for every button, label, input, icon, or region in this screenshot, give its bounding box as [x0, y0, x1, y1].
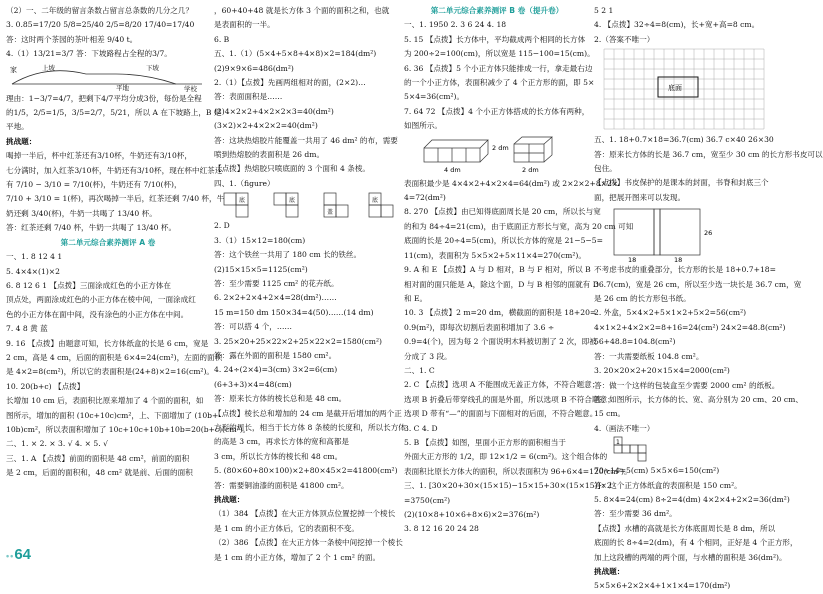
text-line: 2. D	[214, 221, 230, 231]
dim-label: 2 dm	[492, 143, 509, 152]
text-line: 答：露在外面的面积是 1580 cm²。	[214, 350, 337, 360]
text-line: 10. 3 【点拨】2 m=20 dm，横截面的面积是 18+20=	[404, 308, 597, 318]
text-line: 的1/5，2/5=1/5，3/5=2/7，5/21，所以 A 在下坡路上，B 是	[6, 108, 222, 118]
text-line: 【点拨】热熔胶只喷底面的 3 个面和 4 条棱。	[214, 164, 371, 174]
text-line: 5. 8×4=24(cm) 8÷2=4(dm) 4×2×4+2×2=36(dm²)	[594, 494, 790, 504]
text-line: 5×5×6+2×2×4+1×1×4=170(dm²)	[594, 581, 731, 591]
route-diagram	[6, 62, 210, 92]
text-line: (2)(10×8+10×6+8×6)×2=376(m²)	[404, 510, 540, 519]
text-line: 15 m=150 dm 150×34=4(50)……(14 dm)	[214, 307, 374, 317]
label-flat: 平地	[116, 83, 129, 92]
text-line: 的和为 84÷4=21(cm)，由于底面正方形长与宽，高为 20 cm 可知	[404, 221, 634, 231]
text-line: 4×1×2+4×2×2=8+16=24(cm²) 24×2=48.8(cm²)	[594, 322, 786, 332]
cube-net-figure	[594, 436, 794, 464]
label-home: 家	[10, 65, 17, 74]
text-line: 表面积比原长方体大的面积，所以表面积为 96+6×4=120(cm²)。	[404, 466, 632, 476]
text-line: (3×2)×2+4×2×2=40(dm²)	[214, 121, 318, 131]
label-uphill: 上坡	[42, 63, 55, 72]
stamp-label: 底面	[668, 84, 682, 93]
text-line: =3750(cm²)	[404, 495, 451, 505]
page-number-text: 64	[14, 546, 31, 563]
text-line: 答：如图所示，长方体的长、宽、高分别为 20 cm、20 cm、	[594, 394, 803, 404]
text-line: 答：做一个这样的包装盒至少需要 2000 cm² 的纸板。	[594, 380, 780, 390]
text-line: 不考虑书皮的重叠部分，长方形的长是 18+0.7+18=	[594, 265, 776, 275]
text-line: 如图所示。	[404, 121, 442, 131]
text-line: 10b)cm²，所以表面积增加了 10c+10c+10b+10b=20(b+c)(cm²)。	[6, 424, 251, 434]
net-label-d: 底	[372, 197, 379, 205]
text-line: 4.（画法不唯一）	[594, 423, 655, 433]
net-figure	[214, 191, 400, 219]
cube-net-label: 1	[616, 439, 620, 447]
text-line: 平地。	[6, 122, 29, 132]
text-line: 和 E。	[404, 293, 428, 303]
text-line: 6. 8 12 6 1 【点拨】三面涂成红色的小正方体在	[6, 280, 171, 290]
text-line: 5 2 1	[594, 6, 614, 15]
cover-width-label: 18	[674, 256, 683, 265]
text-line: 面，把展开图来可以发现。	[594, 192, 686, 202]
net-label-a: 底	[239, 197, 246, 205]
page-dots: ••	[6, 551, 15, 561]
net-square	[336, 205, 348, 217]
text-line: 的一个小正方体，表面积减少了 4 个正方形的面，即 5×	[404, 78, 595, 88]
text-line: 方形的周长，相当于长方体 8 条棱的长度和，所以长方体	[214, 422, 406, 432]
cover-right	[660, 209, 700, 255]
cover-width-label: 18	[628, 256, 637, 265]
text-line: 【点拨】书皮保护的是课本的封面，书脊和封底三个	[594, 178, 769, 188]
text-line: 9. A 和 E 【点拨】A 与 D 相对，B 与 F 相对，所以 B	[404, 265, 591, 275]
text-line: （2）386 【点拨】在大正方体一条棱中间挖掉一个棱长	[214, 538, 403, 548]
text-line: 3.（1）15×12=180(cm)	[214, 235, 306, 245]
net-label-b: 底	[289, 197, 296, 205]
text-line: 一、1. 8 12 4 1	[6, 252, 63, 262]
text-line: 五、1.（1）(5×4+5×8+4×8)×2=184(dm²)	[214, 49, 377, 59]
text-line: 底面的长是 20÷4=5(cm)，所以长方体的宽是 21−5−5=	[404, 236, 603, 246]
net-label-c: 盖	[327, 209, 334, 217]
text-line: 11(cm)，表面积为 5×5×2+5×11×4=270(cm²)。	[404, 250, 586, 260]
text-line: 底面的长 8÷4=2(dm)，有 4 个相同，正好是 4 个正方形，	[594, 538, 798, 548]
grid-diagram	[594, 47, 794, 133]
text-line: 选项 B 折叠后带穿线孔的面是外面，所以选项 B 不符合题意；	[404, 394, 615, 404]
text-line: 一、1. 1950 2. 3 6 24 4. 18	[404, 20, 507, 30]
text-line: 色的小正方体在面中间，没有涂色的小正方体在中间。	[6, 309, 189, 319]
challenge-heading: 挑战题：	[594, 566, 625, 576]
text-line: 图所示，增加的面积 (10c+10c)cm²，上、下面增加了 (10b+	[6, 410, 219, 420]
net-square	[381, 205, 393, 217]
cover-spine	[654, 209, 660, 255]
text-line: ，60+40+48 就是长方体 3 个面的面积之和，也就	[214, 6, 390, 15]
text-line: 3. C 4. D	[404, 423, 438, 433]
text-line: 三、1. A 【点拨】前面的面积是 48 cm²，前面的面积	[6, 453, 190, 463]
text-line: 为 200÷2=100(cm)，所以宽是 115−100=15(cm)。	[404, 49, 595, 59]
text-line: 表面积最少是 4×4×2+4×2×4=64(dm²) 或 2×2×2+8×2×	[404, 178, 619, 188]
text-line: 答：需要铜油漆的面积是 41800 cm²。	[214, 480, 349, 490]
text-line: （2）一、二年级的留言条数占留言总条数的几分之几？	[6, 6, 194, 15]
text-line: 喷到热熔胶的表面积是 26 dm。	[214, 150, 325, 160]
text-line: 3. 25×20+25×22×2+25×22×2=1580(cm²)	[214, 336, 382, 346]
text-line: 外面大正方形的 1/2，即 12×1/2 = 6(cm²)。这个组合体的	[404, 452, 608, 462]
text-line: 4. 24÷(2×4)=3(cm) 3×2=6(cm)	[214, 365, 338, 375]
text-line: 【点拨】水槽的高就是长方体底面周长是 8 dm，所以	[594, 523, 776, 533]
text-line: 答：这个铁丝一共用了 180 cm 长的铁丝。	[214, 250, 362, 260]
text-line: 二、1. × 2. × 3. √ 4. × 5. √	[6, 439, 108, 449]
section-title: 第二单元综合素养测评 A 卷	[60, 237, 156, 247]
net-square	[274, 193, 286, 205]
text-line: 长增加 10 cm 后，表面积比原来增加了 4 个面的面积，如	[6, 396, 204, 406]
text-line: (6+3+3)×4=48(cm)	[214, 379, 292, 389]
text-line: 7. 4 8 黄 蓝	[6, 324, 48, 334]
text-line: 答：这块热熔胶片能覆盖一共用了 46 dm² 的布，需要	[214, 135, 398, 145]
text-line: 答：一共需要纸板 104.8 cm²。	[594, 351, 704, 361]
text-line: 6. B	[214, 34, 230, 44]
text-line: 36.7(cm)，宽是 26 cm，所以至少选一块长是 36.7 cm，宽	[594, 279, 802, 289]
text-line: 分成了 3 段。	[404, 351, 452, 361]
page-number	[6, 546, 31, 563]
text-line: (2)15×15×5=1125(cm²)	[214, 264, 308, 274]
text-line: (2)9×9×6=486(dm²)	[214, 63, 294, 73]
text-line: 答：可以搭 4 个，……	[214, 322, 293, 332]
route-figure	[6, 62, 210, 92]
book-cover-diagram	[594, 205, 794, 263]
text-line: 答：至少需要 36 dm²。	[594, 509, 677, 519]
text-line: 喝掉一半后，杯中红茶还有3/10杯，牛奶还有3/10杯，	[6, 151, 192, 161]
text-line: 七分满时，加入红茶3/10杯，牛奶还有3/10杯，现在杯中红茶还	[6, 165, 223, 175]
text-line: 8. 270 【点拨】由已知得底面周长是 20 cm，所以长与宽	[404, 207, 601, 217]
cuboid-diagram	[404, 134, 590, 177]
text-line: 奶还剩 3/40(杯)，牛奶一共喝了 13/40 杯。	[6, 208, 157, 218]
route-path	[12, 70, 176, 83]
text-line: 4=72(dm²)	[404, 193, 446, 203]
text-line: 5. 15 【点拨】长方体中，平均截成两个相同的长方体	[404, 34, 586, 44]
column-4	[594, 4, 823, 594]
text-line: 70÷14=5(cm) 5×5×6=150(cm²)	[594, 466, 720, 476]
text-line: 有 7/10 − 3/10 = 7/10(杯)，牛奶还有 7/10(杯)，	[6, 180, 182, 190]
text-line: 0.9=4(个)，因为每 2 个面说明木料被切割了 2 次，即被	[404, 337, 597, 347]
text-line: 5. B 【点拨】如图，里面小正方形的面积相当于	[404, 437, 566, 447]
text-line: 3. 0.85=17/20 5/8=25/40 2/5=8/20 17/40=17/40	[6, 20, 195, 30]
label-downhill: 下坡	[146, 63, 159, 72]
text-line: 2.（答案不唯一）	[594, 34, 655, 44]
text-line: 5. 4×4×(1)×2	[6, 266, 60, 276]
text-line: 相对面的面只能是 A，除这个面，D 与 B 相邻的面就有 D	[404, 279, 599, 289]
text-line: 2. C 【点拨】选项 A 不能围成无盖正方体，不符合题意；	[404, 380, 600, 390]
text-line: 选项 D 带有“—”的面面与下面相对的后面，不符合题意。	[404, 409, 598, 419]
text-line: （1）384 【点拨】在大正方体顶点位置挖掉一个棱长	[214, 509, 396, 519]
text-line: 3 cm，所以长方体的棱长和 48 cm。	[214, 451, 343, 461]
text-line: 是 2 cm，后面的面积和，48 cm² 就是前、后面的面积	[6, 468, 193, 478]
text-line: 2. 外盒，5×4×2+5×1×2+5×2=56(cm²)	[594, 308, 747, 318]
text-line: 答：红茶还剩 7/40 杯，牛奶一共喝了 13/40 杯。	[6, 223, 177, 233]
text-line: 10. 20(b+c) 【点拨】	[6, 381, 85, 391]
dim-label: 4 dm	[444, 165, 461, 174]
net-square	[286, 205, 298, 217]
challenge-heading: 挑战题：	[214, 495, 245, 504]
text-line: 6. 36 【点拨】5 个小正方体只能排成一行，拿走最右边	[404, 63, 593, 73]
cuboid-figure	[404, 134, 590, 177]
cover-left	[614, 209, 654, 255]
text-line: 二、1. C	[404, 365, 435, 375]
cuboid2-top-side	[514, 137, 552, 162]
challenge-heading: 挑战题：	[6, 136, 37, 146]
text-line: 是表面积的一半。	[214, 20, 275, 30]
text-line: 【点拨】棱长总和增加的 24 cm 是截开后增加的两个正	[214, 408, 402, 418]
text-line: 答：至少需要 1125 cm² 的花卉纸。	[214, 278, 339, 288]
grid-figure	[594, 47, 794, 133]
text-line: 56+48.8=104.8(cm²)	[594, 337, 676, 347]
text-line: 包住。	[594, 164, 617, 174]
column-2	[214, 4, 406, 565]
text-line: 答：原来长方体的长是 36.7 cm，宽至少 30 cm 的长方形书皮可以	[594, 149, 823, 159]
net-square	[369, 205, 381, 217]
text-line: 加上这段槽的两端的两个面，与水槽的面积是 36(dm²)。	[594, 552, 787, 562]
label-school: 学校	[184, 84, 197, 93]
text-line: 3. 20×20×2+20×15×4=2000(cm²)	[594, 366, 730, 376]
text-line: 四、1.（figure）	[214, 178, 275, 188]
net-square	[224, 193, 236, 205]
text-line: 9. 16 【点拨】由题意可知，长方体纸盒的长是 6 cm，宽是	[6, 338, 209, 348]
text-line: 是 26 cm 的长方形包书纸。	[594, 294, 691, 304]
text-line: 6. 2×2+2×4+2×4=28(dm²)……	[214, 293, 337, 303]
net-diagram	[214, 191, 400, 219]
text-line: 2.（1）【点拨】先画两组相对的面，(2×2)…	[214, 78, 366, 88]
text-line: 是 1 cm 的小正方体，增加了 2 个 1 cm² 的面。	[214, 552, 381, 562]
text-line: 三、1. [30×20+30×(15×15)−15×15+30×(15×15)]×2	[404, 481, 612, 491]
text-line: 答：这个正方体纸盒的表面积是 150 cm²。	[594, 480, 742, 490]
text-line: 7/10 + 3/10 = 1(杯)，再次喝掉一半后，红茶还剩 7/40 杯，牛	[6, 194, 225, 204]
text-line: 15 cm。	[594, 409, 626, 419]
book-cover-figure	[594, 205, 794, 263]
text-line: (2)4×2×2+4×2×2×3=40(dm²)	[214, 106, 334, 116]
text-line: 理由：1−3/7=4/7，把剩下4/7平均分成3份，每份是全程	[6, 93, 202, 103]
net-square	[324, 193, 336, 205]
cuboid-top-side	[424, 140, 488, 162]
text-line: 答：表面面积是……	[214, 92, 283, 102]
text-line: 五、1. 18+0.7×18=36.7(cm) 36.7 c×40 26×30	[594, 135, 774, 145]
text-line: 是 1 cm 的小正方体后，它的表面积不变。	[214, 523, 360, 533]
text-line: 0.9(m²)，即每次切割后表面积增加了 3.6 ÷	[404, 322, 555, 332]
text-line: 答：这时两个茶园的茶叶相差 9/40 t。	[6, 34, 138, 44]
text-line: 7. 64 72 【点拨】4 个小正方体搭成的长方体有两种，	[404, 106, 590, 116]
text-line: 5. (80×60+80×100)×2+80×45×2=41800(cm²)	[214, 466, 398, 476]
text-line: 顶点处，两面涂成红色的小正方体在棱中间，一面涂成红	[6, 295, 196, 305]
text-line: 4.（1）13/21=3/7 答：下坡路程占全程的3/7。	[6, 49, 172, 59]
cover-height-label: 26	[704, 229, 713, 238]
text-line: 5×4=36(cm²)。	[404, 92, 465, 102]
section-title: 第二单元综合素养测评 B 卷（提升卷）	[430, 6, 564, 15]
dim-label: 2 dm	[522, 165, 539, 174]
text-line: 2 cm，高是 4 cm，后面的面积是 6×4=24(cm²)，左面的面积	[6, 352, 223, 362]
text-line: 的高是 3 cm，再求长方体的宽和高都是	[214, 437, 350, 447]
net-square	[236, 205, 248, 217]
text-line: 4. 【点拨】32÷4=8(cm)，长+宽+高=8 cm。	[594, 20, 760, 30]
text-line: 是 4×2=8(cm²)，所以它的表面积是(24+8)×2=16(cm²)。	[6, 367, 215, 377]
cube-net-diagram	[594, 436, 794, 464]
text-line: 答：原来长方体的棱长总和是 48 cm。	[214, 394, 347, 404]
text-line: 3. 8 12 16 20 24 28	[404, 524, 479, 534]
